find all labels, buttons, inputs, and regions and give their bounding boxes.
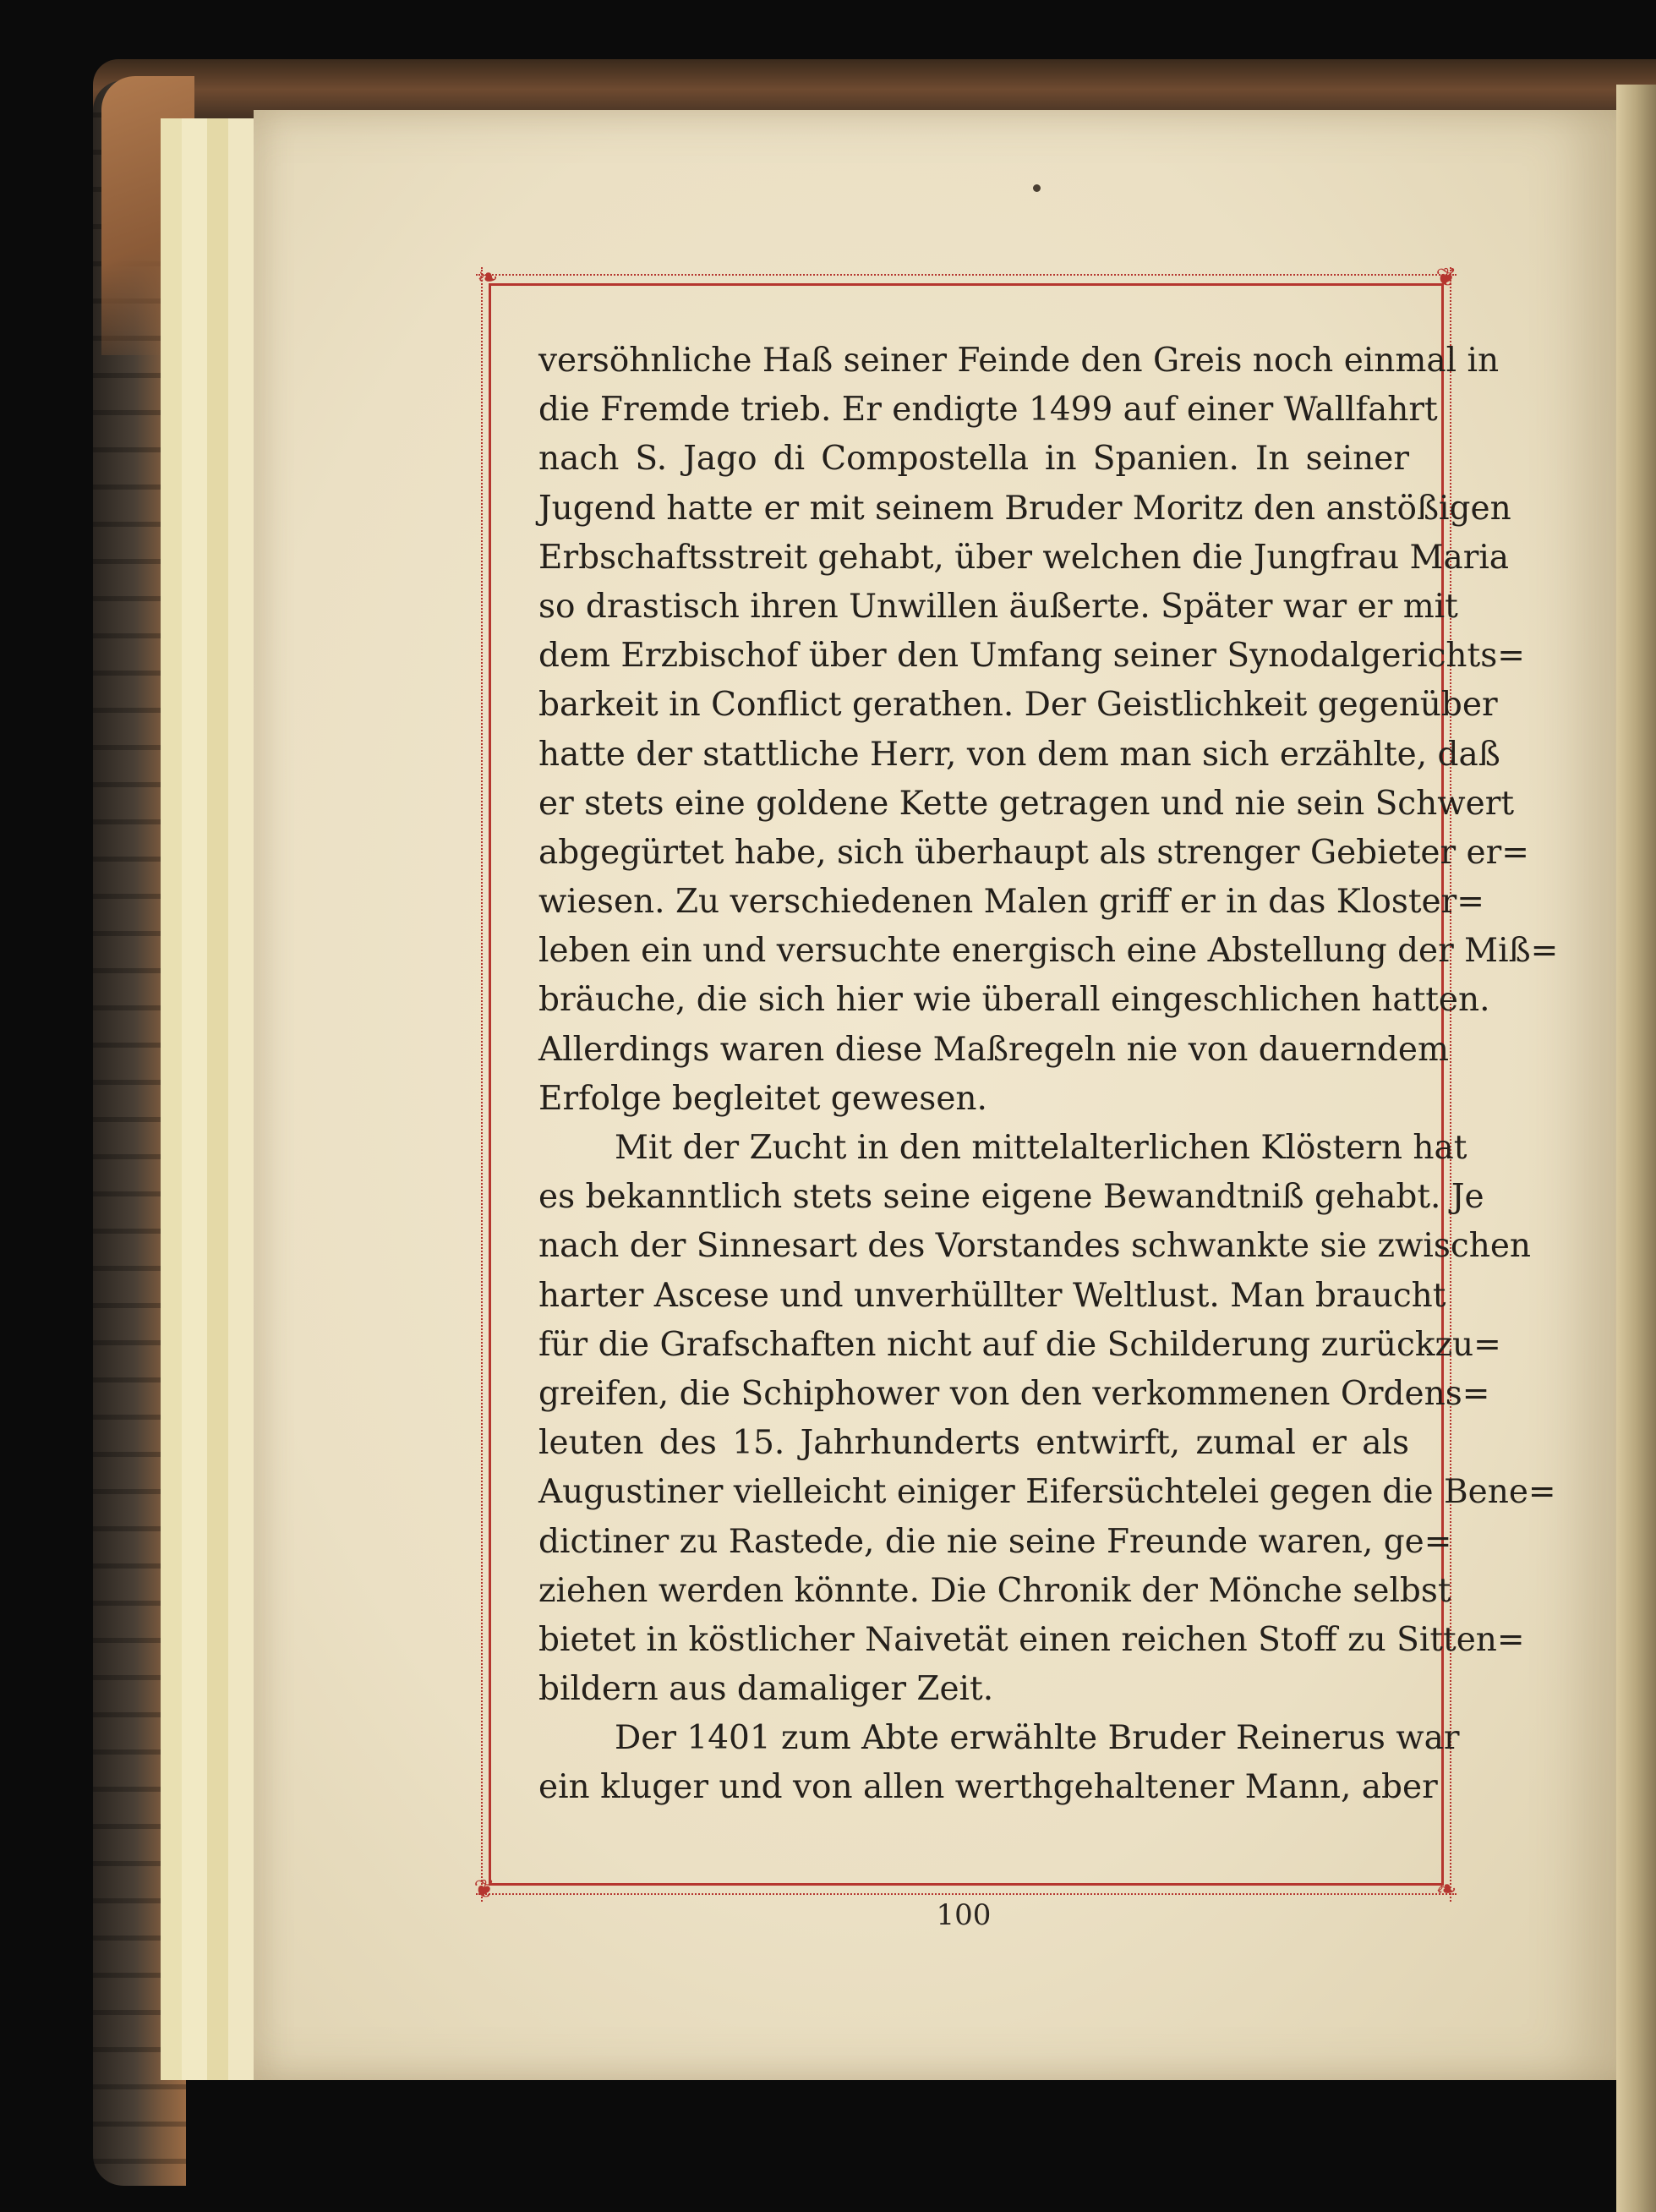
text-line: greifen, die Schiphower von den verkommenen Ordens= (538, 1374, 1490, 1413)
page-body-text (538, 337, 1559, 1813)
text-line: dictiner zu Rastede, die nie seine Freunde waren, ge= (538, 1522, 1452, 1561)
text-line: bräuche, die sich hier wie überall eingeschlichen hatten. (538, 981, 1490, 1020)
text-line: bietet in köstlicher Naivetät einen reichen Stoff zu Sitten= (538, 1620, 1525, 1659)
text-line: nach S. Jago di Compostella in Spanien. In seiner (538, 440, 1409, 479)
text-line: bildern aus damaliger Zeit. (538, 1670, 994, 1709)
text-line: harter Ascese und unverhüllter Weltlust. Man braucht (538, 1276, 1446, 1315)
text-line: wiesen. Zu verschiedenen Malen griff er in das Kloster= (538, 883, 1484, 922)
text-line: die Fremde trieb. Er endigte 1499 auf einer Wallfahrt (538, 391, 1438, 430)
text-line: Mit der Zucht in den mittelalterlichen Klöstern hat (615, 1129, 1467, 1167)
ink-speck (1033, 184, 1041, 192)
page-number: 100 (936, 1898, 992, 1932)
text-line: Der 1401 zum Abte erwählte Bruder Reinerus war (615, 1719, 1460, 1758)
text-line: so drastisch ihren Unwillen äußerte. Später war er mit (538, 587, 1458, 626)
text-line: es bekanntlich stets seine eigene Bewandtniß gehabt. Je (538, 1178, 1484, 1217)
text-line: dem Erzbischof über den Umfang seiner Synodalgerichts= (538, 637, 1525, 676)
text-line: er stets eine goldene Kette getragen und nie sein Schwert (538, 784, 1515, 823)
corner-ornament-icon: ❧ (477, 263, 499, 293)
text-line: nach der Sinnesart des Vorstandes schwankte sie zwischen (538, 1227, 1532, 1266)
text-line: Erfolge begleitet gewesen. (538, 1079, 987, 1118)
text-line: für die Grafschaften nicht auf die Schilderung zurückzu= (538, 1325, 1501, 1364)
text-line: Allerdings waren diese Maßregeln nie von dauerndem (538, 1030, 1449, 1069)
text-line: Augustiner vielleicht einiger Eifersüchtelei gegen die Bene= (538, 1473, 1556, 1512)
text-line: Jugend hatte er mit seinem Bruder Moritz den anstößigen (538, 489, 1511, 528)
text-line: leuten des 15. Jahrhunderts entwirft, zumal er als (538, 1424, 1409, 1463)
corner-ornament-icon: ❧ (1435, 1875, 1457, 1904)
text-line: barkeit in Conflict gerathen. Der Geistlichkeit gegenüber (538, 686, 1498, 725)
text-line: ziehen werden könnte. Die Chronik der Mönche selbst (538, 1571, 1451, 1610)
text-line: versöhnliche Haß seiner Feinde den Greis noch einmal in (538, 342, 1500, 380)
text-line: ein kluger und von allen werthgehaltener Mann, aber (538, 1768, 1438, 1807)
text-line: abgegürtet habe, sich überhaupt als strenger Gebieter er= (538, 833, 1529, 872)
facing-page-edge (1616, 85, 1656, 2212)
text-line: Erbschaftsstreit gehabt, über welchen die Jungfrau Maria (538, 538, 1510, 577)
corner-ornament-icon: ❦ (473, 1875, 495, 1904)
text-line: leben ein und versuchte energisch eine Abstellung der Miß= (538, 932, 1559, 971)
corner-ornament-icon: ❦ (1435, 263, 1457, 293)
text-line: hatte der stattliche Herr, von dem man sich erzählte, daß (538, 735, 1500, 774)
